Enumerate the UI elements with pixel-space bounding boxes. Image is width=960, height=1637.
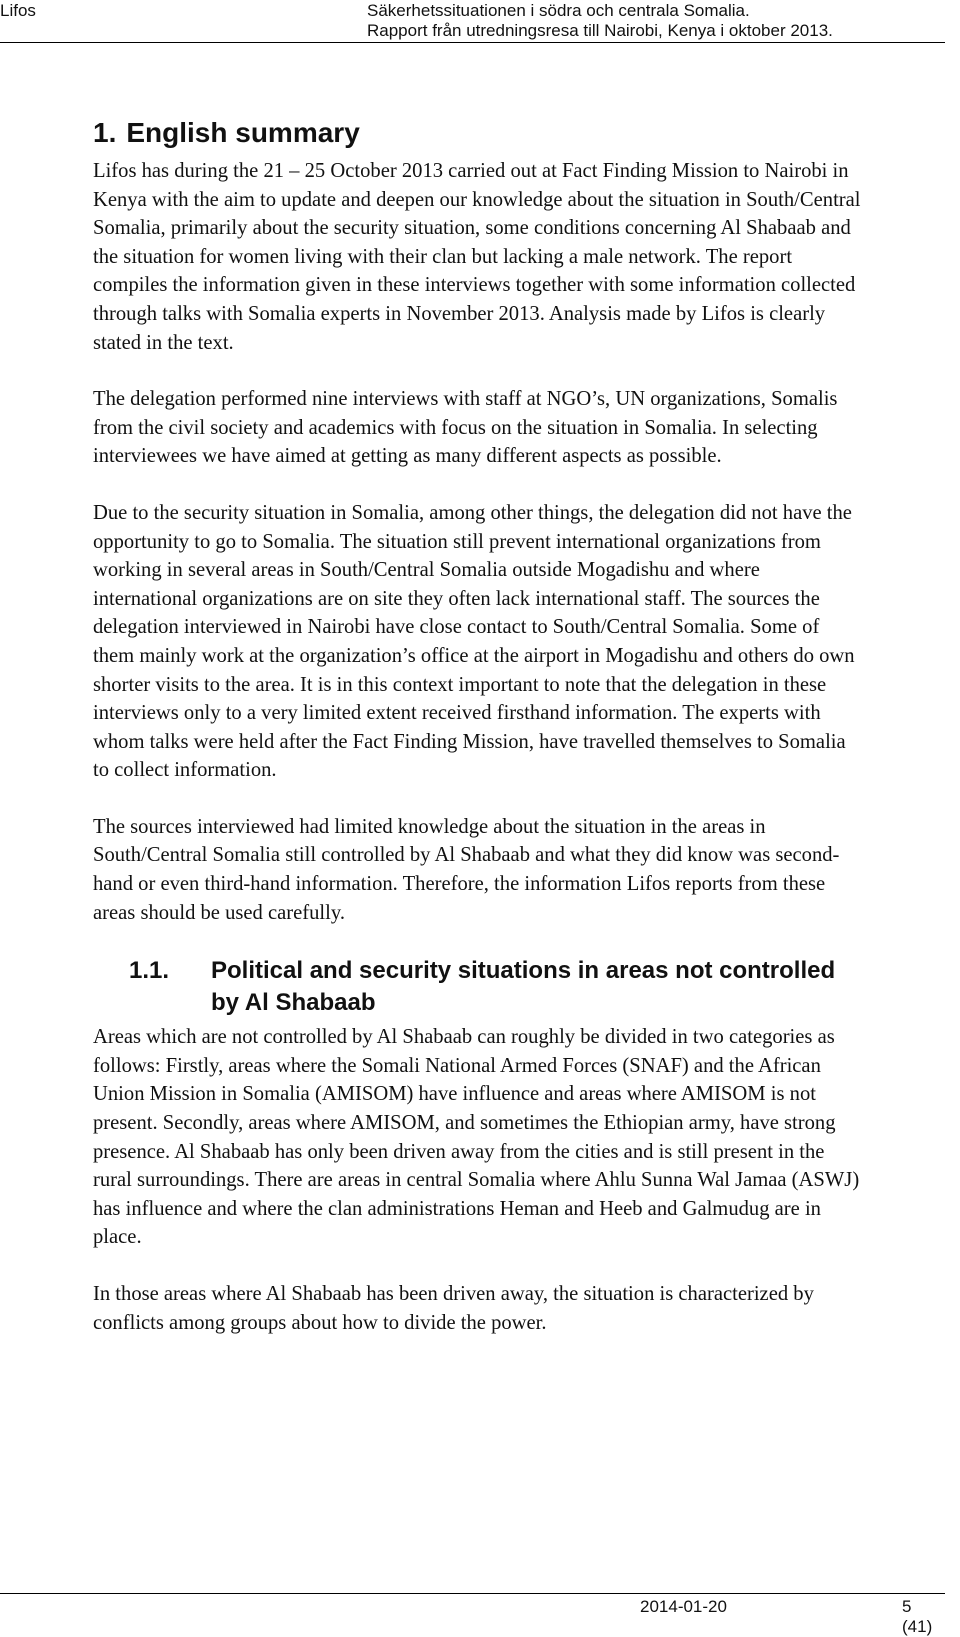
footer-date: 2014-01-20 (640, 1597, 727, 1616)
section-1-1-number: 1.1. (129, 957, 170, 985)
paragraph: Lifos has during the 21 – 25 October 2013 carried out at Fact Finding Mission to Nairobi in Kenya with the aim to update and deepen our knowledge about the situation in South/Central Somalia, primarily about the security situation, some conditions concerning Al Shabaab and the situation for women living with their clan but lacking a male network. The report compiles the information given in these interviews together with some information collected through talks with Somalia experts in November 2013. Analysis made by Lifos is clearly stated in the text. (93, 160, 861, 354)
section-1-heading (93, 116, 863, 150)
document-body (93, 116, 863, 1365)
section-1-1-heading (93, 955, 863, 1019)
paragraph: Areas which are not controlled by Al Shabaab can roughly be divided in two categories as follows: Firstly, areas where the Somali National Armed Forces (SNAF) and the African Union Mission in Somalia (AMISOM) have influence and areas where AMISOM is not present. Secondly, areas where AMISOM, and sometimes the Ethiopian army, have strong presence. Al Shabaab has only been driven away from the cities and is still present in the rural surroundings. There are areas in central Somalia where Ahlu Sunna Wal Jamaa (ASWJ) has influence and where the clan administrations Heman and Heeb and Galmudug are in place. (93, 1026, 860, 1249)
page-header (0, 0, 945, 43)
header-title-line-2: Rapport från utredningsresa till Nairobi, Kenya i oktober 2013. (367, 21, 833, 40)
header-title (367, 1, 833, 41)
paragraph: Due to the security situation in Somalia, among other things, the delegation did not have the opportunity to go to Somalia. The situation still prevent international organizations from working in several areas in South/Central Somalia outside Mogadishu and where international organizations are on site they often lack international staff. The sources the delegation interviewed in Nairobi have close contact to South/Central Somalia. Some of them mainly work at the organization’s office at the airport in Mogadishu and others do own shorter visits to the area. It is in this context important to note that the delegation in these interviews only to a very limited extent received firsthand information. The experts with whom talks were held after the Fact Finding Mission, have travelled themselves to Somalia to collect information. (93, 501, 855, 782)
paragraph: In those areas where Al Shabaab has been driven away, the situation is characterized by conflicts among groups about how to divide the power. (93, 1283, 814, 1334)
page-number: 5 (41) (902, 1597, 933, 1636)
paragraph: The delegation performed nine interviews with staff at NGO’s, UN organizations, Somalis from the civil society and academics with focus on the situation in Somalia. In selecting interviewees we have aimed at getting as many different aspects as possible. (93, 388, 838, 468)
section-1-number: 1. (93, 117, 117, 148)
header-title-line-1: Säkerhetssituationen i södra och centrala Somalia. (367, 1, 750, 20)
header-org-name: Lifos (0, 1, 36, 20)
paragraph: The sources interviewed had limited knowledge about the situation in the areas in South/Central Somalia still controlled by Al Shabaab and what they did know was second-hand or even third-hand information. Therefore, the information Lifos reports from these areas should be used carefully. (93, 815, 840, 924)
section-1-1-title: Political and security situations in areas not controlled by Al Shabaab (211, 957, 836, 1017)
section-1-title: English summary (126, 117, 360, 148)
page-footer (0, 1593, 945, 1636)
